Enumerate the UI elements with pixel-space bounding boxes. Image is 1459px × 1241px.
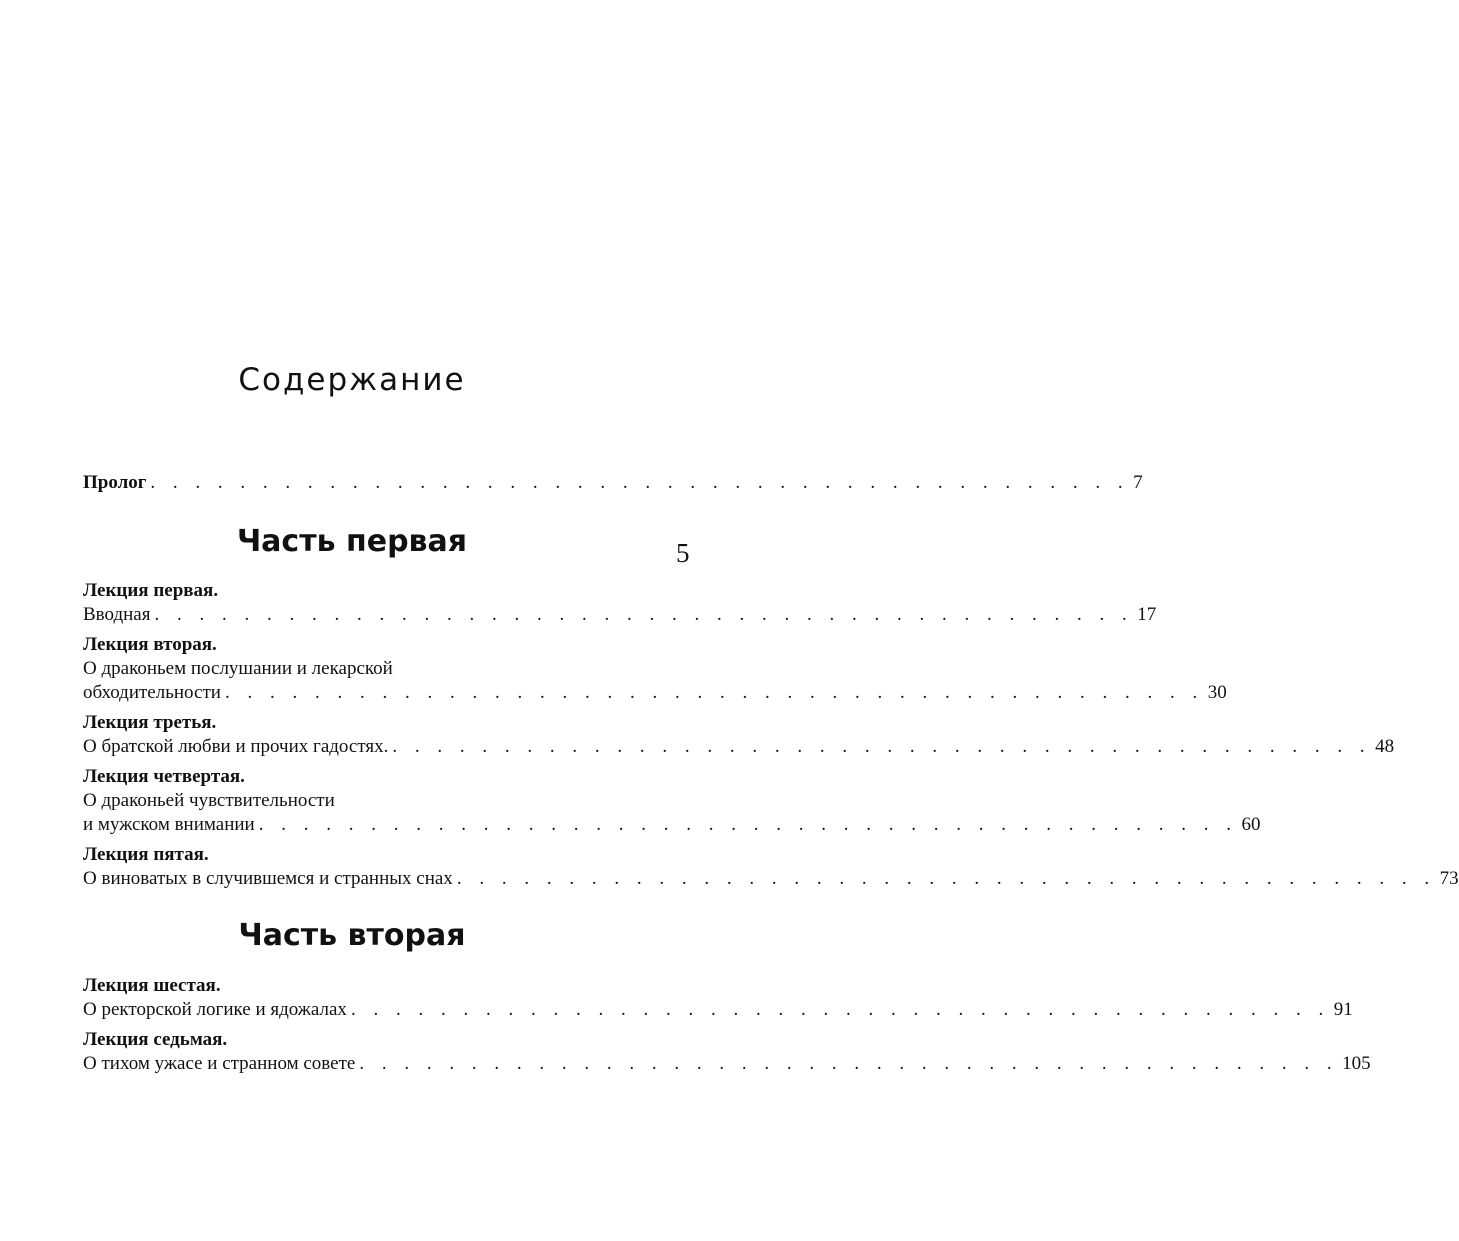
toc-entry-text-line: О драконьей чувствительности [83,790,335,811]
dot-leader: . . . . . . . . . . . . . . . . . . . . . . . . . . . . . . . . . . . . . . . . . . . . [224,682,1204,703]
dot-leader: . . . . . . . . . . . . . . . . . . . . . . . . . . . . . . . . . . . . . . . . . . . . [456,868,1436,889]
toc-entry-lecture-6[interactable] [83,998,1353,1022]
dot-leader: . . . . . . . . . . . . . . . . . . . . . . . . . . . . . . . . . . . . . . . . . . . . [154,604,1134,625]
toc-entry-label: и мужском внимании [83,814,255,835]
page-title: Содержание [238,362,466,398]
lecture-heading-1: Лекция первая. [83,580,219,601]
toc-entry-label: Вводная [83,604,151,625]
dot-leader: . . . . . . . . . . . . . . . . . . . . . . . . . . . . . . . . . . . . . . . . . . . . [350,999,1330,1020]
dot-leader: . . . . . . . . . . . . . . . . . . . . . . . . . . . . . . . . . . . . . . . . . . . . [392,736,1372,757]
page-number: 5 [676,538,690,568]
toc-entry-lecture-4[interactable] [83,813,1261,837]
toc-entry-label: обходительности [83,682,221,703]
lecture-heading-3: Лекция третья. [83,712,217,733]
toc-page-number: 30 [1207,682,1227,703]
toc-entry-label: О тихом ужасе и странном совете [83,1053,356,1074]
toc-entry-lecture-5[interactable] [83,867,1459,891]
toc-page-number: 73 [1439,868,1459,889]
toc-entry-lecture-1[interactable] [83,603,1157,627]
lecture-heading-6: Лекция шестая. [83,975,221,996]
toc-page-number: 48 [1375,736,1395,757]
toc-entry-lecture-7[interactable] [83,1052,1371,1076]
toc-page-number: 91 [1333,999,1353,1020]
lecture-heading-4: Лекция четвертая. [83,766,245,787]
toc-entry-label: О виноватых в случившемся и странных снах [83,868,453,889]
dot-leader: . . . . . . . . . . . . . . . . . . . . . . . . . . . . . . . . . . . . . . . . . . . . [258,814,1238,835]
toc-entry-lecture-3[interactable] [83,735,1395,759]
toc-entry-prologue[interactable] [83,471,1143,495]
toc-entry-text-line: О драконьем послушании и лекарской [83,658,393,679]
toc-entry-label: О братской любви и прочих гадостях. [83,736,389,757]
toc-entry-lecture-2[interactable] [83,681,1227,705]
toc-page-number: 105 [1342,1053,1371,1074]
dot-leader: . . . . . . . . . . . . . . . . . . . . . . . . . . . . . . . . . . . . . . . . . . . . [359,1053,1339,1074]
toc-entry-label: Пролог [83,472,147,493]
toc-page-number: 17 [1137,604,1157,625]
lecture-heading-2: Лекция вторая. [83,634,217,655]
part-title-2: Часть вторая [238,918,466,953]
dot-leader: . . . . . . . . . . . . . . . . . . . . . . . . . . . . . . . . . . . . . . . . . . . . [150,472,1130,493]
toc-page-number: 60 [1241,814,1261,835]
lecture-heading-5: Лекция пятая. [83,844,209,865]
part-title-1: Часть первая [236,524,468,559]
toc-page-number: 7 [1133,472,1143,493]
lecture-heading-7: Лекция седьмая. [83,1029,228,1050]
toc-entry-label: О ректорской логике и ядожалах [83,999,347,1020]
